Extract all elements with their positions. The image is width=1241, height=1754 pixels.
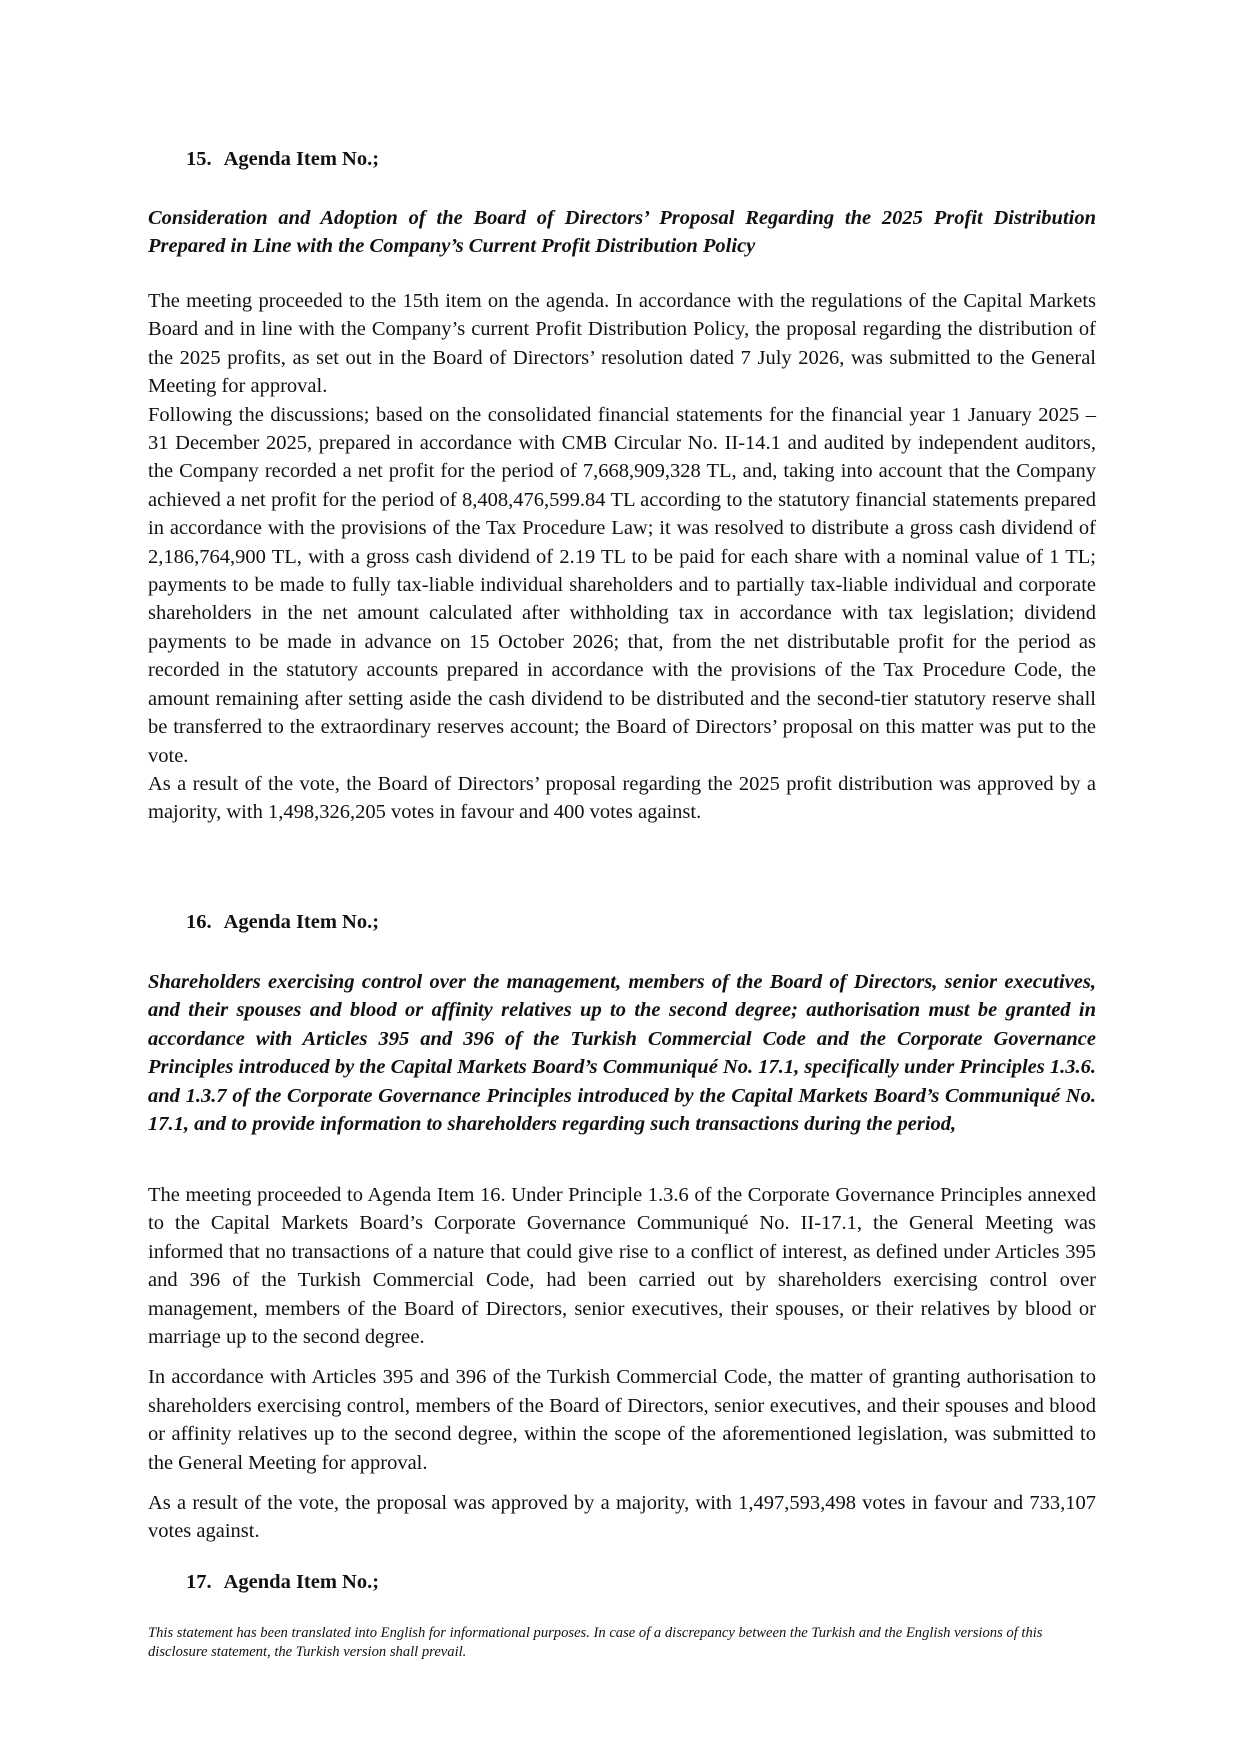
- agenda-item-heading-text: Agenda Item No.;: [223, 148, 380, 170]
- agenda-item-15-paragraph-3: As a result of the vote, the Board of Directors’ proposal regarding the 2025 profit distribution was approved by a majority, with 1,498,326,205 votes in favour and 400 votes against.: [148, 772, 1096, 824]
- agenda-item-15-paragraph-1: The meeting proceeded to the 15th item on the agenda. In accordance with the regulations of the Capital Markets Board and in line with the Company’s current Profit Distribution Policy, the proposal regarding the distribution of the 2025 profits, as set out in the Board of Directors’ resolution dated 7 July 2026, was submitted to the General Meeting for approval.: [148, 290, 1096, 398]
- translation-disclaimer-footer: This statement has been translated into English for informational purposes. In case of a discrepancy between the Turkish and the English versions of this disclosure statement, the Turkish version shall prevail.: [148, 1625, 1043, 1660]
- agenda-item-number: 17.: [186, 1571, 212, 1593]
- agenda-item-17-heading: [186, 1571, 379, 1594]
- agenda-item-16-body: [148, 1181, 1096, 1546]
- agenda-item-heading-text: Agenda Item No.;: [223, 911, 380, 933]
- agenda-item-heading-text: Agenda Item No.;: [223, 1571, 380, 1593]
- agenda-item-15-title: Consideration and Adoption of the Board of Directors’ Proposal Regarding the 2025 Profit Distribution Prepared in Line with the Company’s Current Profit Distribution Policy: [148, 207, 1096, 258]
- agenda-item-16-title: Shareholders exercising control over the management, members of the Board of Directors, senior executives, and their spouses and blood or affinity relatives up to the second degree; authorisation must be granted in accordance with Articles 395 and 396 of the Turkish Commercial Code and the Corporate Governance Principles introduced by the Capital Markets Board’s Communiqué No. 17.1, specifically under Principles 1.3.6. and 1.3.7 of the Corporate Governance Principles introduced by the Capital Markets Board’s Communiqué No. 17.1, and to provide information to shareholders regarding such transactions during the period,: [148, 971, 1096, 1136]
- agenda-item-16-paragraph-2: In accordance with Articles 395 and 396 of the Turkish Commercial Code, the matter of granting authorisation to shareholders exercising control, members of the Board of Directors, senior executives, and their spouses and blood or affinity relatives up to the second degree, within the scope of the aforementioned legislation, was submitted to the General Meeting for approval.: [148, 1366, 1096, 1474]
- agenda-item-16-heading: [186, 911, 379, 934]
- agenda-item-number: 15.: [186, 148, 212, 170]
- agenda-item-number: 16.: [186, 911, 212, 933]
- agenda-item-15-heading: [186, 148, 379, 171]
- agenda-item-15-body: [148, 287, 1096, 827]
- agenda-item-16-paragraph-3: As a result of the vote, the proposal was approved by a majority, with 1,497,593,498 votes in favour and 733,107 votes against.: [148, 1492, 1096, 1543]
- agenda-item-15-paragraph-2: Following the discussions; based on the consolidated financial statements for the financial year 1 January 2025 – 31 December 2025, prepared in accordance with CMB Circular No. II-14.1 and audited by independent auditors, the Company recorded a net profit for the period of 7,668,909,328 TL, and, taking into account that the Company achieved a net profit for the period of 8,408,476,599.84 TL according to the statutory financial statements prepared in accordance with the provisions of the Tax Procedure Law; it was resolved to distribute a gross cash dividend of 2,186,764,900 TL, with a gross cash dividend of 2.19 TL to be paid for each share with a nominal value of 1 TL; payments to be made to fully tax-liable individual shareholders and to partially tax-liable individual and corporate shareholders in the net amount calculated after withholding tax in accordance with tax legislation; dividend payments to be made in advance on 15 October 2026; that, from the net distributable profit for the period as recorded in the statutory accounts prepared in accordance with the provisions of the Tax Procedure Code, the amount remaining after setting aside the cash dividend to be distributed and the second-tier statutory reserve shall be transferred to the extraordinary reserves account; the Board of Directors’ proposal on this matter was put to the vote.: [148, 403, 1096, 767]
- agenda-item-16-paragraph-1: The meeting proceeded to Agenda Item 16. Under Principle 1.3.6 of the Corporate Governance Principles annexed to the Capital Markets Board’s Corporate Governance Communiqué No. II-17.1, the General Meeting was informed that no transactions of a nature that could give rise to a conflict of interest, as defined under Articles 395 and 396 of the Turkish Commercial Code, had been carried out by shareholders exercising control over management, members of the Board of Directors, senior executives, their spouses, or their relatives by blood or marriage up to the second degree.: [148, 1184, 1096, 1349]
